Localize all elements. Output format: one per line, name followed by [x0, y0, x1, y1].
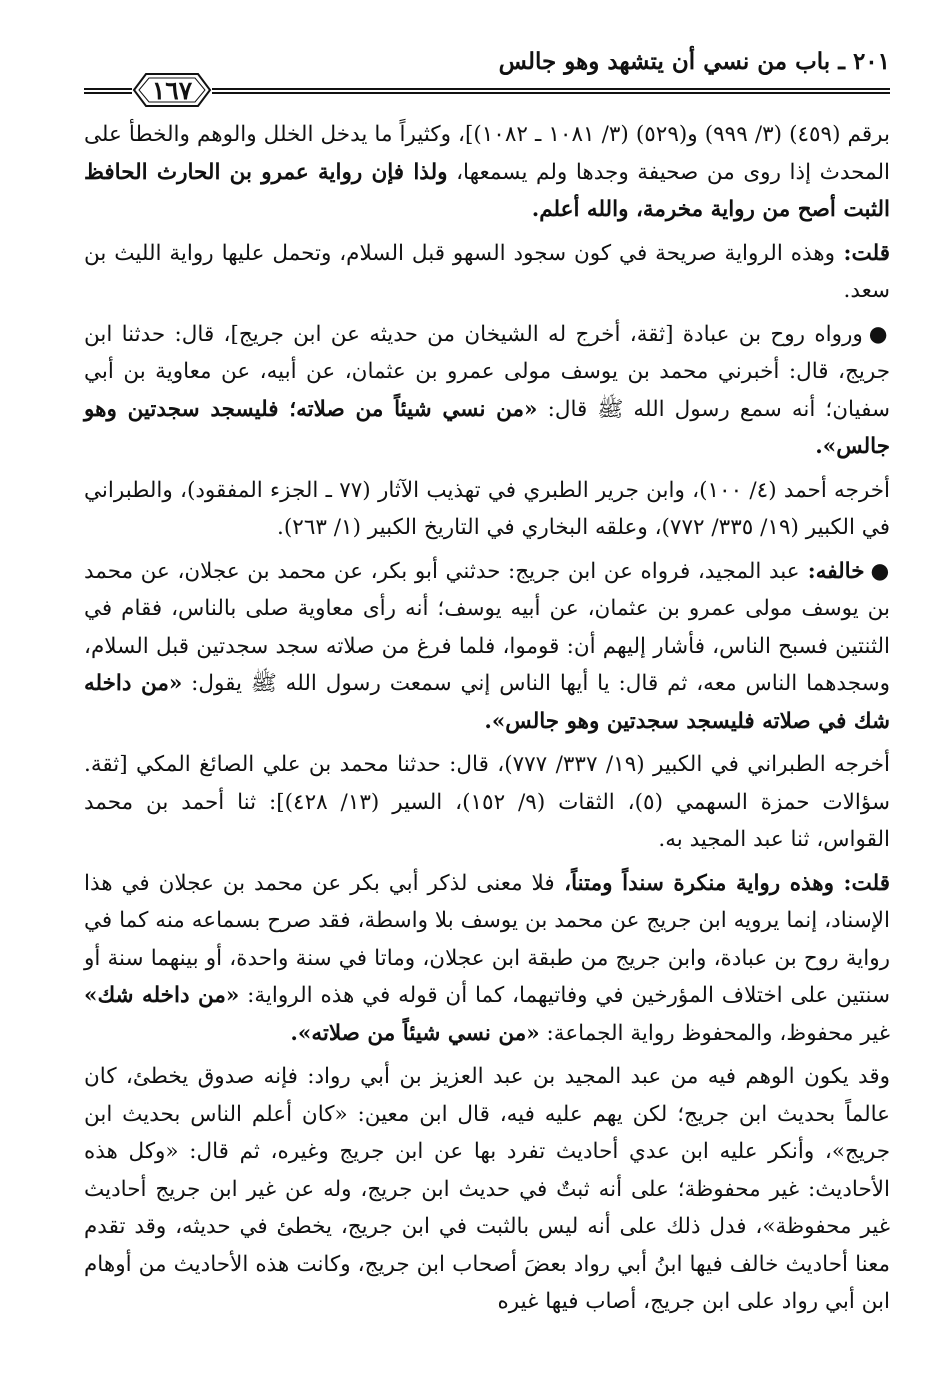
- text-segment: ورواه روح بن عبادة [ثقة، أخرج له الشيخان من حديثه عن ابن جريج]، قال: حدثنا ابن جريج، قال: أخبرني محمد بن يوسف مولى عمرو بن عثمان، عن أبيه، عن معاوية بن أبي سفيان؛ أنه سمع رسول الله ﷺ قال:: [84, 321, 890, 422]
- bullet-icon: ●: [868, 321, 890, 347]
- body-text: [84, 116, 890, 1321]
- chapter-title: ٢٠١ ـ باب من نسي أن يتشهد وهو جالس: [498, 48, 890, 75]
- text-segment: فلا معنى لذكر أبي بكر عن محمد بن عجلان في هذا الإسناد، إنما يرويه ابن جريج عن محمد بن يوسف بلا واسطة، فقد صرح بسماعه منه كما في رواية روح بن عبادة، وابن جريج من طبقة ابن عجلان، وماتا في سنة واحدة، أو بينهما سنة أو سنتين على اختلاف المؤرخين في وفاتيهما، كما أن قوله في هذه الرواية:: [84, 870, 891, 1008]
- page-header: [84, 38, 890, 116]
- bullet-icon: ●: [870, 558, 891, 584]
- text-segment: وقد يكون الوهم فيه من عبد المجيد بن عبد العزيز بن أبي رواد: فإنه صدوق يخطئ، كان عالماً بحديث ابن جريج؛ لكن يهم عليه فيه، قال ابن معين: «كان أعلم الناس بحديث ابن جريج»، وأنكر عليه ابن عدي أحاديث تفرد بها عن ابن جريج وغيره، ثم قال: «وكل هذه الأحاديث: غير محفوظة؛ على أنه ثبتٌ في حديث ابن جريج، وله عن غير ابن جريج أحاديث غير محفوظة»، فدل ذلك على أنه ليس بالثبت في ابن جريج، يخطئ في حديثه، وقد تقدم معنا أحاديث خالف فيها ابنُ أبي رواد بعضَ أصحاب ابن جريج، وكانت هذه الأحاديث من أوهام ابن أبي رواد على ابن جريج، أصاب فيها غيره: [84, 1064, 890, 1314]
- bold-segment: «من داخله شك في صلاته فليسجد سجدتين وهو جالس».: [84, 671, 890, 734]
- bold-segment: «من داخله شك»: [84, 983, 240, 1008]
- paragraph: [84, 472, 890, 547]
- bold-segment: قلت:: [834, 240, 890, 266]
- header-rule: [84, 88, 132, 90]
- paragraph: [84, 1058, 890, 1321]
- header-rule: [212, 88, 890, 90]
- header-rule: [212, 92, 890, 94]
- text-segment: أخرجه الطبراني في الكبير (١٩/ ٣٣٧/ ٧٧٧)، قال: حدثنا محمد بن علي الصائغ المكي [ثقة. سؤالات حمزة السهمي (٥)، الثقات (٩/ ١٥٢)، السير (١٣/ ٤٢٨)]: ثنا أحمد بن محمد القواس، ثنا عبد المجيد به.: [84, 752, 891, 852]
- bold-segment: «من نسي شيئاً من صلاته».: [290, 1020, 540, 1046]
- paragraph: [84, 116, 890, 229]
- bold-segment: قلت: وهذه رواية منكرة سنداً ومتناً،: [554, 870, 890, 896]
- page-number: ١٦٧: [151, 75, 193, 105]
- bold-segment: «من نسي شيئاً من صلاته؛ فليسجد سجدتين وهو جالس».: [84, 396, 890, 459]
- paragraph: [84, 746, 890, 859]
- page-number-ornament: [132, 68, 212, 112]
- bold-segment: خالفه:: [799, 558, 865, 584]
- text-segment: أخرجه أحمد (٤/ ١٠٠)، وابن جرير الطبري في تهذيب الآثار (٧٧ ـ الجزء المفقود)، والطبراني في الكبير (١٩/ ٣٣٥/ ٧٧٢)، وعلقه البخاري في التاريخ الكبير (١/ ٢٦٣).: [84, 477, 891, 540]
- header-rule: [84, 92, 132, 94]
- text-segment: عبد المجيد، فرواه عن ابن جريج: حدثني أبو بكر، عن محمد بن عجلان، عن محمد بن يوسف مولى عمرو بن عثمان، عن أبيه يوسف؛ أنه رأى معاوية صلى بالناس، فقام في الثنتين فسبح الناس، فأشار إليهم أن: قوموا، فلما فرغ من صلاته سجد سجدتين قبل السلام، وسجدهما الناس معه، ثم قال: يا أيها الناس إني سمعت رسول الله ﷺ يقول:: [84, 558, 890, 696]
- text-segment: غير محفوظ، والمحفوظ رواية الجماعة:: [539, 1020, 890, 1046]
- paragraph: [84, 865, 890, 1053]
- bold-segment: ولذا فإن رواية عمرو بن الحارث الحافظ الثبت أصح من رواية مخرمة، والله أعلم.: [84, 159, 890, 222]
- paragraph: [84, 316, 890, 466]
- paragraph: [84, 553, 890, 741]
- text-segment: وهذه الرواية صريحة في كون سجود السهو قبل السلام، وتحمل عليها رواية الليث بن سعد.: [84, 240, 890, 303]
- text-segment: برقم (٤٥٩) (٣/ ٩٩٩) و(٥٢٩) (٣/ ١٠٨١ ـ ١٠٨٢)]، وكثيراً ما يدخل الخلل والوهم والخطأ على المحدث إذا روى من صحيفة وجدها ولم يسمعها،: [84, 122, 890, 185]
- paragraph: [84, 235, 890, 310]
